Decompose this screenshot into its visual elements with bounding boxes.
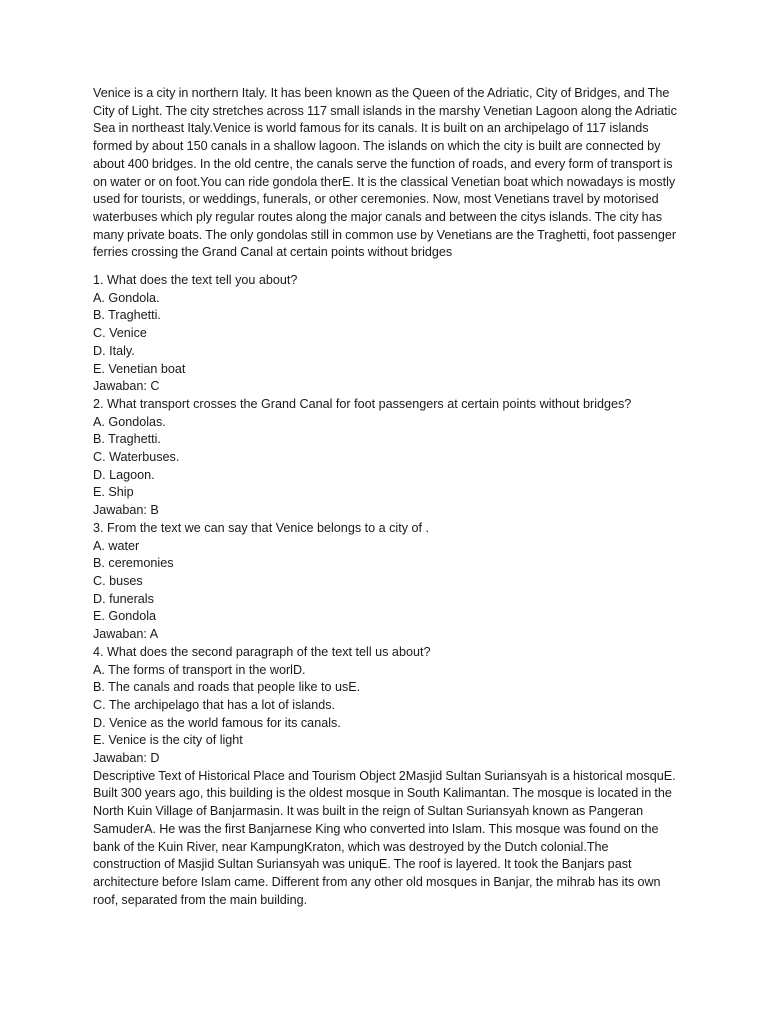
question-block-2 <box>93 396 679 520</box>
question-block-4 <box>93 644 679 768</box>
answer-option: E. Venetian boat <box>93 361 186 376</box>
answer-option: C. The archipelago that has a lot of islands. <box>93 697 335 712</box>
answer-key: Jawaban: D <box>93 751 160 766</box>
answer-key: Jawaban: C <box>93 379 160 394</box>
answer-option: D. funerals <box>93 591 154 606</box>
intro-paragraph: Venice is a city in northern Italy. It has been known as the Queen of the Adriatic, City of Bridges, and The City of Light. The city stretches across 117 small islands in the marshy Venetian Lagoon along the Adriatic Sea in northeast Italy.Venice is world famous for its canals. It is built on an archipelago of 117 islands formed by about 150 canals in a shallow lagoon. The islands on which the city is built are connected by about 400 bridges. In the old centre, the canals serve the function of roads, and every form of transport is on water or on foot.You can ride gondola therE. It is the classical Venetian boat which nowadays is mostly used for tourists, or weddings, funerals, or other ceremonies. Now, most Venetians travel by motorised waterbuses which ply regular routes along the major canals and between the citys islands. The city has many private boats. The only gondolas still in common use by Venetians are the Traghetti, foot passenger ferries crossing the Grand Canal at certain points without bridges <box>93 86 677 260</box>
answer-option: E. Ship <box>93 485 134 500</box>
answer-option: E. Gondola <box>93 609 157 624</box>
answer-option: C. buses <box>93 573 143 588</box>
answer-option: C. Venice <box>93 326 147 341</box>
document-page <box>93 85 679 909</box>
question-block-3 <box>93 520 679 644</box>
question-block-1 <box>93 272 679 396</box>
answer-option: A. Gondola. <box>93 290 160 305</box>
answer-option: E. Venice is the city of light <box>93 733 243 748</box>
answer-key: Jawaban: A <box>93 627 159 642</box>
answer-option: D. Italy. <box>93 343 135 358</box>
answer-option: A. Gondolas. <box>93 414 166 429</box>
answer-option: B. Traghetti. <box>93 308 161 323</box>
answer-option: A. water <box>93 538 140 553</box>
closing-paragraph: Descriptive Text of Historical Place and Tourism Object 2Masjid Sultan Suriansyah is a historical mosquE. Built 300 years ago, this building is the oldest mosque in South Kalimantan. The mosque is located in the North Kuin Village of Banjarmasin. It was built in the reign of Sultan Suriansyah known as Pangeran SamuderA. He was the first Banjarnese King who converted into Islam. This mosque was found on the bank of the Kuin River, near KampungKraton, which was destroyed by the Dutch colonial.The construction of Masjid Sultan Suriansyah was uniquE. The roof is layered. It took the Banjars past architecture before Islam came. Different from any other old mosques in Banjar, the mihrab has its own roof, separated from the main building. <box>93 768 676 907</box>
question-text: 1. What does the text tell you about? <box>93 273 298 288</box>
answer-option: A. The forms of transport in the worlD. <box>93 662 306 677</box>
question-text: 3. From the text we can say that Venice belongs to a city of . <box>93 520 430 535</box>
answer-option: B. Traghetti. <box>93 432 161 447</box>
answer-key: Jawaban: B <box>93 503 159 518</box>
question-text: 4. What does the second paragraph of the text tell us about? <box>93 644 431 659</box>
answer-option: D. Venice as the world famous for its canals. <box>93 715 341 730</box>
answer-option: B. The canals and roads that people like to usE. <box>93 680 361 695</box>
question-text: 2. What transport crosses the Grand Canal for foot passengers at certain points without bridges? <box>93 396 632 411</box>
answer-option: C. Waterbuses. <box>93 450 180 465</box>
answer-option: B. ceremonies <box>93 556 174 571</box>
answer-option: D. Lagoon. <box>93 467 155 482</box>
